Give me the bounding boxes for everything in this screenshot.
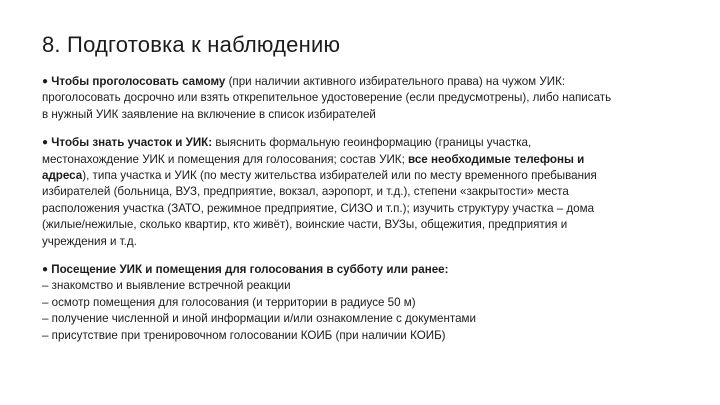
text-line: в нужный УИК заявление на включение в список избирателей [42,107,376,121]
text-line [42,262,682,278]
text-line: избирателей (больница, ВУЗ, предприятие, вокзал, аэропорт, и т.д.), степени «закрытости» места [42,185,569,199]
emphasis-text: все необходимые телефоны и [408,152,585,166]
text-line: (жилые/нежилые, сколько квартир, кто живёт), воинские части, ВУЗы, общежития, предприятия и [42,218,568,232]
text-fragment: выяснить формальную геоинформацию (границы участка, [212,136,532,150]
section-heading: Посещение УИК и помещения для голосования в субботу или ранее: [51,263,449,277]
section-visit-uik [42,262,682,344]
text-line: учреждения и т.д. [42,234,137,248]
list-item: – присутствие при тренировочном голосовании КОИБ (при наличии КОИБ) [42,328,446,342]
list-item: – получение численной и иной информации и/или ознакомление с документами [42,312,476,326]
slide-body [42,74,682,356]
bullet-icon: ● [42,137,49,149]
section-know-precinct [42,135,682,250]
bullet-icon: ● [42,76,49,87]
text-line [42,152,682,168]
section-vote-yourself [42,74,682,123]
bullet-icon: ● [42,264,49,276]
section-heading: Чтобы знать участок и УИК: [51,136,213,150]
text-fragment: местонахождение УИК и помещения для голосования; состав УИК; [42,152,409,166]
text-fragment: ), типа участка и УИК (по месту жительства избирателей или по месту временного пребывания [82,169,597,183]
text-line: проголосовать досрочно или взять открепительное удостоверение (если предусмотрены), либо написать [42,91,612,105]
page-title: 8. Подготовка к наблюдению [42,32,341,57]
emphasis-text: адреса [42,169,83,183]
list-item: – осмотр помещения для голосования (и территории в радиусе 50 м) [42,295,416,309]
text-line: расположения участка (ЗАТО, режимное предприятие, СИЗО и т.п.); изучить структуру участка – дома [42,201,595,215]
text-line [42,168,682,184]
list-item: – знакомство и выявление встречной реакции [42,279,291,293]
text-fragment: (при наличии активного избирательного права) на чужом УИК: [225,75,566,88]
text-line [42,135,682,151]
text-line [42,74,682,90]
section-heading: Чтобы проголосовать самому [51,75,226,88]
